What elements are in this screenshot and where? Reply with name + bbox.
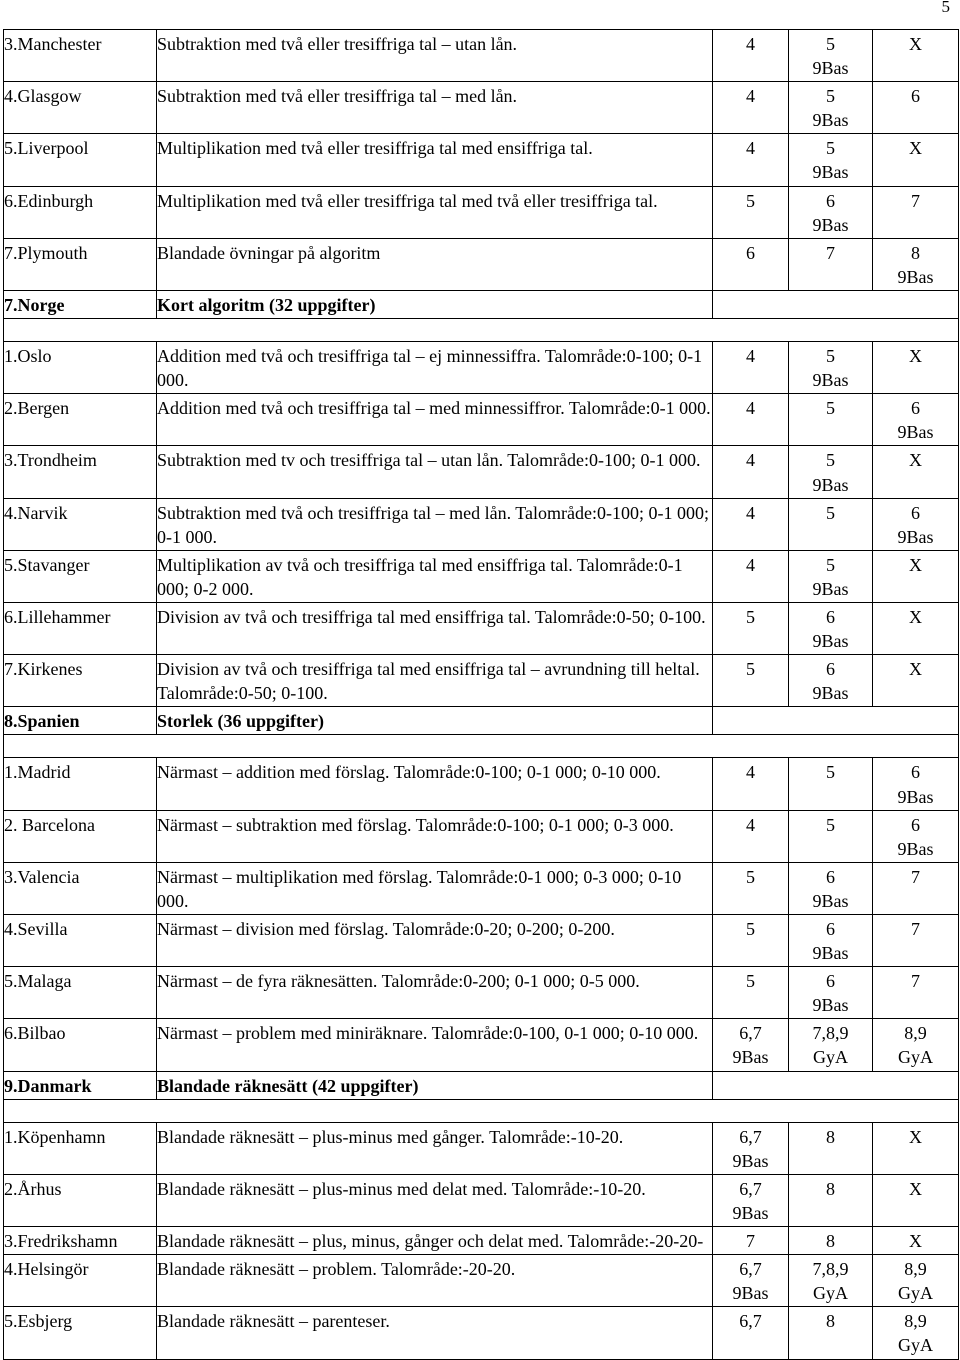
spacer-row	[4, 1099, 959, 1122]
level-col-2: 6 9Bas	[789, 602, 873, 654]
table-row	[4, 186, 959, 238]
spacer-row	[4, 319, 959, 342]
level-col-3: 6 9Bas	[873, 394, 959, 446]
level-col-1: 7	[713, 1227, 789, 1255]
row-description: Blandade räknesätt – plus-minus med gånger. Talområde:-10-20.	[157, 1122, 713, 1174]
level-col-2: 5 9Bas	[789, 30, 873, 82]
level-col-3: 6	[873, 82, 959, 134]
row-description: Multiplikation av två och tresiffriga tal med ensiffriga tal. Talområde:0-1 000; 0-2 000.	[157, 550, 713, 602]
level-col-3: 7	[873, 862, 959, 914]
section-title: Blandade räknesätt (42 uppgifter)	[157, 1071, 713, 1099]
table-row	[4, 810, 959, 862]
row-name: 4.Glasgow	[4, 82, 157, 134]
level-col-3: 8,9 GyA	[873, 1019, 959, 1071]
table-row	[4, 498, 959, 550]
level-col-2: 5	[789, 498, 873, 550]
level-col-1: 5	[713, 655, 789, 707]
level-col-3: X	[873, 1227, 959, 1255]
level-col-3: X	[873, 30, 959, 82]
table-row	[4, 30, 959, 82]
level-col-3: X	[873, 550, 959, 602]
level-col-2: 6 9Bas	[789, 862, 873, 914]
row-description: Blandade räknesätt – parenteser.	[157, 1307, 713, 1359]
row-description: Närmast – subtraktion med förslag. Talområde:0-100; 0-1 000; 0-3 000.	[157, 810, 713, 862]
level-col-2: 8	[789, 1174, 873, 1226]
row-description: Blandade räknesätt – problem. Talområde:-20-20.	[157, 1255, 713, 1307]
row-description: Subtraktion med tv och tresiffriga tal – utan lån. Talområde:0-100; 0-1 000.	[157, 446, 713, 498]
row-name: 6.Bilbao	[4, 1019, 157, 1071]
level-col-1: 4	[713, 30, 789, 82]
level-col-3: X	[873, 134, 959, 186]
table-row	[4, 758, 959, 810]
row-name: 5.Esbjerg	[4, 1307, 157, 1359]
level-col-3: X	[873, 1174, 959, 1226]
row-description: Närmast – multiplikation med förslag. Talområde:0-1 000; 0-3 000; 0-10 000.	[157, 862, 713, 914]
level-col-2: 6 9Bas	[789, 655, 873, 707]
level-col-1: 4	[713, 342, 789, 394]
level-col-3: 8 9Bas	[873, 238, 959, 290]
table-row	[4, 1227, 959, 1255]
level-col-3: X	[873, 342, 959, 394]
section-header-row	[4, 290, 959, 318]
level-col-2: 5	[789, 758, 873, 810]
level-col-2: 6 9Bas	[789, 915, 873, 967]
level-col-3: X	[873, 446, 959, 498]
level-col-1: 4	[713, 758, 789, 810]
level-col-1: 4	[713, 550, 789, 602]
row-name: 6.Lillehammer	[4, 602, 157, 654]
level-col-2: 5	[789, 810, 873, 862]
row-description: Närmast – de fyra räknesätten. Talområde:0-200; 0-1 000; 0-5 000.	[157, 967, 713, 1019]
row-name: 3.Manchester	[4, 30, 157, 82]
level-col-1: 4	[713, 82, 789, 134]
level-col-2: 7,8,9 GyA	[789, 1255, 873, 1307]
level-col-3: X	[873, 602, 959, 654]
row-description: Blandade räknesätt – plus-minus med delat med. Talområde:-10-20.	[157, 1174, 713, 1226]
level-col-1: 5	[713, 915, 789, 967]
level-col-3: 6 9Bas	[873, 498, 959, 550]
spacer-cell	[4, 319, 959, 342]
section-title: Kort algoritm (32 uppgifter)	[157, 290, 713, 318]
level-col-1: 4	[713, 134, 789, 186]
level-col-3: 7	[873, 915, 959, 967]
row-description: Multiplikation med två eller tresiffriga tal med två eller tresiffriga tal.	[157, 186, 713, 238]
level-col-3: 7	[873, 186, 959, 238]
row-name: 3.Fredrikshamn	[4, 1227, 157, 1255]
level-col-2: 8	[789, 1307, 873, 1359]
row-name: 4.Sevilla	[4, 915, 157, 967]
row-name: 3.Trondheim	[4, 446, 157, 498]
row-name: 3.Valencia	[4, 862, 157, 914]
course-table	[3, 29, 959, 1360]
row-name: 2.Bergen	[4, 394, 157, 446]
row-description: Närmast – addition med förslag. Talområde:0-100; 0-1 000; 0-10 000.	[157, 758, 713, 810]
table-row	[4, 342, 959, 394]
level-col-1: 4	[713, 446, 789, 498]
row-name: 7.Plymouth	[4, 238, 157, 290]
level-col-2: 7	[789, 238, 873, 290]
row-description: Subtraktion med två eller tresiffriga tal – utan lån.	[157, 30, 713, 82]
level-col-2: 6 9Bas	[789, 967, 873, 1019]
row-name: 2. Barcelona	[4, 810, 157, 862]
table-row	[4, 862, 959, 914]
section-header-row	[4, 707, 959, 735]
table-row	[4, 602, 959, 654]
section-title: Storlek (36 uppgifter)	[157, 707, 713, 735]
row-description: Blandade räknesätt – plus, minus, gånger och delat med. Talområde:-20-20-	[157, 1227, 713, 1255]
level-col-1: 4	[713, 498, 789, 550]
level-col-1: 5	[713, 862, 789, 914]
level-col-1: 5	[713, 186, 789, 238]
row-name: 5.Liverpool	[4, 134, 157, 186]
table-row	[4, 655, 959, 707]
level-col-1: 6	[713, 238, 789, 290]
level-col-3: 6 9Bas	[873, 758, 959, 810]
table-row	[4, 446, 959, 498]
row-description: Multiplikation med två eller tresiffriga tal med ensiffriga tal.	[157, 134, 713, 186]
level-col-1: 4	[713, 394, 789, 446]
level-col-1: 5	[713, 602, 789, 654]
row-description: Addition med två och tresiffriga tal – ej minnessiffra. Talområde:0-100; 0-1 000.	[157, 342, 713, 394]
row-description: Närmast – problem med miniräknare. Talområde:0-100, 0-1 000; 0-10 000.	[157, 1019, 713, 1071]
row-name: 4.Helsingör	[4, 1255, 157, 1307]
page-number: 5	[941, 0, 950, 16]
table-row	[4, 1307, 959, 1359]
row-description: Subtraktion med två och tresiffriga tal – med lån. Talområde:0-100; 0-1 000; 0-1 000.	[157, 498, 713, 550]
table-row	[4, 134, 959, 186]
level-col-3: 8,9 GyA	[873, 1255, 959, 1307]
table-row	[4, 550, 959, 602]
section-empty-cell	[713, 290, 959, 318]
row-name: 6.Edinburgh	[4, 186, 157, 238]
level-col-1: 6,7 9Bas	[713, 1174, 789, 1226]
section-empty-cell	[713, 707, 959, 735]
row-name: 1.Oslo	[4, 342, 157, 394]
row-name: 5.Stavanger	[4, 550, 157, 602]
section-name: 9.Danmark	[4, 1071, 157, 1099]
table-row	[4, 1174, 959, 1226]
table-row	[4, 394, 959, 446]
row-name: 2.Århus	[4, 1174, 157, 1226]
table-row	[4, 1019, 959, 1071]
level-col-3: X	[873, 655, 959, 707]
level-col-1: 6,7 9Bas	[713, 1019, 789, 1071]
level-col-2: 5 9Bas	[789, 342, 873, 394]
row-name: 7.Kirkenes	[4, 655, 157, 707]
section-header-row	[4, 1071, 959, 1099]
level-col-2: 5 9Bas	[789, 550, 873, 602]
section-empty-cell	[713, 1071, 959, 1099]
level-col-3: 6 9Bas	[873, 810, 959, 862]
row-name: 5.Malaga	[4, 967, 157, 1019]
level-col-2: 5 9Bas	[789, 446, 873, 498]
row-name: 1.Köpenhamn	[4, 1122, 157, 1174]
section-name: 7.Norge	[4, 290, 157, 318]
table-row	[4, 915, 959, 967]
row-description: Blandade övningar på algoritm	[157, 238, 713, 290]
level-col-1: 4	[713, 810, 789, 862]
table-row	[4, 1255, 959, 1307]
table-row	[4, 238, 959, 290]
level-col-2: 8	[789, 1122, 873, 1174]
row-name: 1.Madrid	[4, 758, 157, 810]
level-col-2: 7,8,9 GyA	[789, 1019, 873, 1071]
table-row	[4, 967, 959, 1019]
spacer-row	[4, 735, 959, 758]
section-name: 8.Spanien	[4, 707, 157, 735]
course-table-body	[4, 30, 959, 1360]
level-col-1: 6,7 9Bas	[713, 1122, 789, 1174]
level-col-3: 7	[873, 967, 959, 1019]
table-row	[4, 82, 959, 134]
row-description: Division av två och tresiffriga tal med ensiffriga tal – avrundning till heltal. Talområde:0-50; 0-100.	[157, 655, 713, 707]
level-col-1: 6,7	[713, 1307, 789, 1359]
level-col-2: 6 9Bas	[789, 186, 873, 238]
level-col-3: 8,9 GyA	[873, 1307, 959, 1359]
level-col-2: 5 9Bas	[789, 134, 873, 186]
level-col-1: 6,7 9Bas	[713, 1255, 789, 1307]
row-description: Subtraktion med två eller tresiffriga tal – med lån.	[157, 82, 713, 134]
level-col-2: 8	[789, 1227, 873, 1255]
spacer-cell	[4, 735, 959, 758]
spacer-cell	[4, 1099, 959, 1122]
row-description: Närmast – division med förslag. Talområde:0-20; 0-200; 0-200.	[157, 915, 713, 967]
row-description: Division av två och tresiffriga tal med ensiffriga tal. Talområde:0-50; 0-100.	[157, 602, 713, 654]
level-col-1: 5	[713, 967, 789, 1019]
level-col-2: 5	[789, 394, 873, 446]
row-name: 4.Narvik	[4, 498, 157, 550]
level-col-3: X	[873, 1122, 959, 1174]
table-row	[4, 1122, 959, 1174]
row-description: Addition med två och tresiffriga tal – med minnessiffror. Talområde:0-1 000.	[157, 394, 713, 446]
level-col-2: 5 9Bas	[789, 82, 873, 134]
